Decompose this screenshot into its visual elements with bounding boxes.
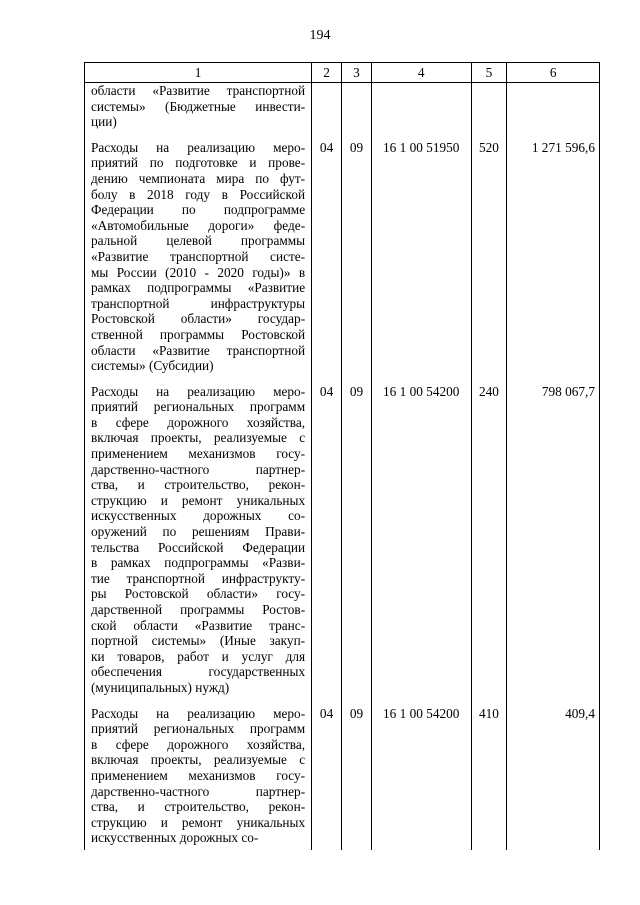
description-line: ции) [91,114,117,130]
row-description [85,83,312,134]
description-line: ственной программы Ростовской [91,326,306,342]
description-line: «Развитие транспортной систе- [91,248,306,264]
description-line: струкцию и ремонт уникальных [91,814,306,830]
description-line: применением механизмов госу- [91,767,306,783]
description-line: болу в 2018 году в Российской [91,186,306,202]
description-line: рамках подпрограммы «Развитие [91,280,306,296]
description-line: в рамках подпрограммы «Разви- [91,555,306,571]
description-line: искусственных дорожных со- [91,508,306,524]
header-col-1: 1 [85,63,312,82]
row-csr: 16 1 00 54200 [372,378,472,700]
description-line: (муниципальных) нужд) [91,679,230,695]
description-line: ства, и строительство, рекон- [91,477,306,493]
description-line: ки товаров, работ и услуг для [91,648,306,664]
description-line: в сфере дорожного хозяйства, [91,414,306,430]
description-line: Ростовской области» государ- [91,311,306,327]
row-pr: 09 [342,700,372,850]
row-description [85,700,312,850]
header-col-4: 4 [372,63,472,82]
description-line: Расходы на реализацию меро- [91,383,306,399]
description-line: дарственной программы Ростов- [91,602,306,617]
description-line: оружений по решениям Прави- [91,524,306,540]
description-line: дению чемпионата мира по фут- [91,170,306,186]
row-pr: 09 [342,378,372,700]
description-line: «Автомобильные дороги» феде- [91,217,306,233]
row-csr: 16 1 00 54200 [372,700,472,850]
description-line: обеспечения государственных [91,664,306,680]
header-col-6: 6 [549,65,557,80]
table-row [84,134,600,378]
row-description [85,378,312,700]
description-line: транспортной инфраструктуры [91,295,306,311]
description-line: ства, и строительство, рекон- [91,799,306,815]
description-line: искусственных дорожных со- [91,830,259,846]
row-sum: 409,4 [565,705,595,721]
row-vr: 240 [472,378,508,700]
row-rz: 04 [312,134,342,378]
page-number: 194 [309,28,331,43]
description-line: ральной целевой программы [91,233,306,249]
description-line: области «Развитие транспортной [91,342,306,358]
header-col-2: 2 [312,63,342,82]
description-line: Расходы на реализацию меро- [91,705,306,721]
description-line: области «Развитие транспортной [91,83,306,98]
description-line: Федерации по подпрограмме [91,202,306,218]
description-line: в сфере дорожного хозяйства, [91,736,306,752]
description-line: системы» (Субсидии) [91,358,214,374]
row-pr: 09 [342,134,372,378]
description-line: Расходы на реализацию меро- [91,139,306,155]
table-row-carry-over [84,83,600,134]
description-line: дарственно-частного партнер- [91,783,306,799]
description-line: ры Ростовской области» госу- [91,586,306,602]
description-line: дарственно-частного партнер- [91,461,306,477]
description-line: портной системы» (Иные закуп- [91,633,306,649]
description-line: тельства Российской Федерации [91,539,306,555]
row-vr: 520 [472,134,508,378]
row-description [85,134,312,378]
description-line: включая проекты, реализуемые с [91,430,306,446]
header-col-5: 5 [472,63,508,82]
row-rz: 04 [312,378,342,700]
description-line: струкцию и ремонт уникальных [91,492,306,508]
description-line: включая проекты, реализуемые с [91,752,306,768]
header-col-3: 3 [342,63,372,82]
table-row [84,700,600,850]
table-header [84,62,600,83]
description-line: приятий по подготовке и прове- [91,155,306,171]
row-vr: 410 [472,700,508,850]
description-line: тие транспортной инфраструкту- [91,570,306,586]
row-sum: 1 271 596,6 [531,139,595,155]
description-line: приятий региональных программ [91,399,306,415]
description-line: мы России (2010 - 2020 годы)» в [91,264,306,280]
description-line: применением механизмов госу- [91,446,306,462]
row-csr: 16 1 00 51950 [372,134,472,378]
description-line: ской области «Развитие транс- [91,617,306,633]
description-line: системы» (Бюджетные инвести- [91,98,306,114]
row-sum: 798 067,7 [541,383,595,399]
row-rz: 04 [312,700,342,850]
table-row [84,378,600,700]
description-line: приятий региональных программ [91,721,306,737]
budget-table [84,62,600,850]
